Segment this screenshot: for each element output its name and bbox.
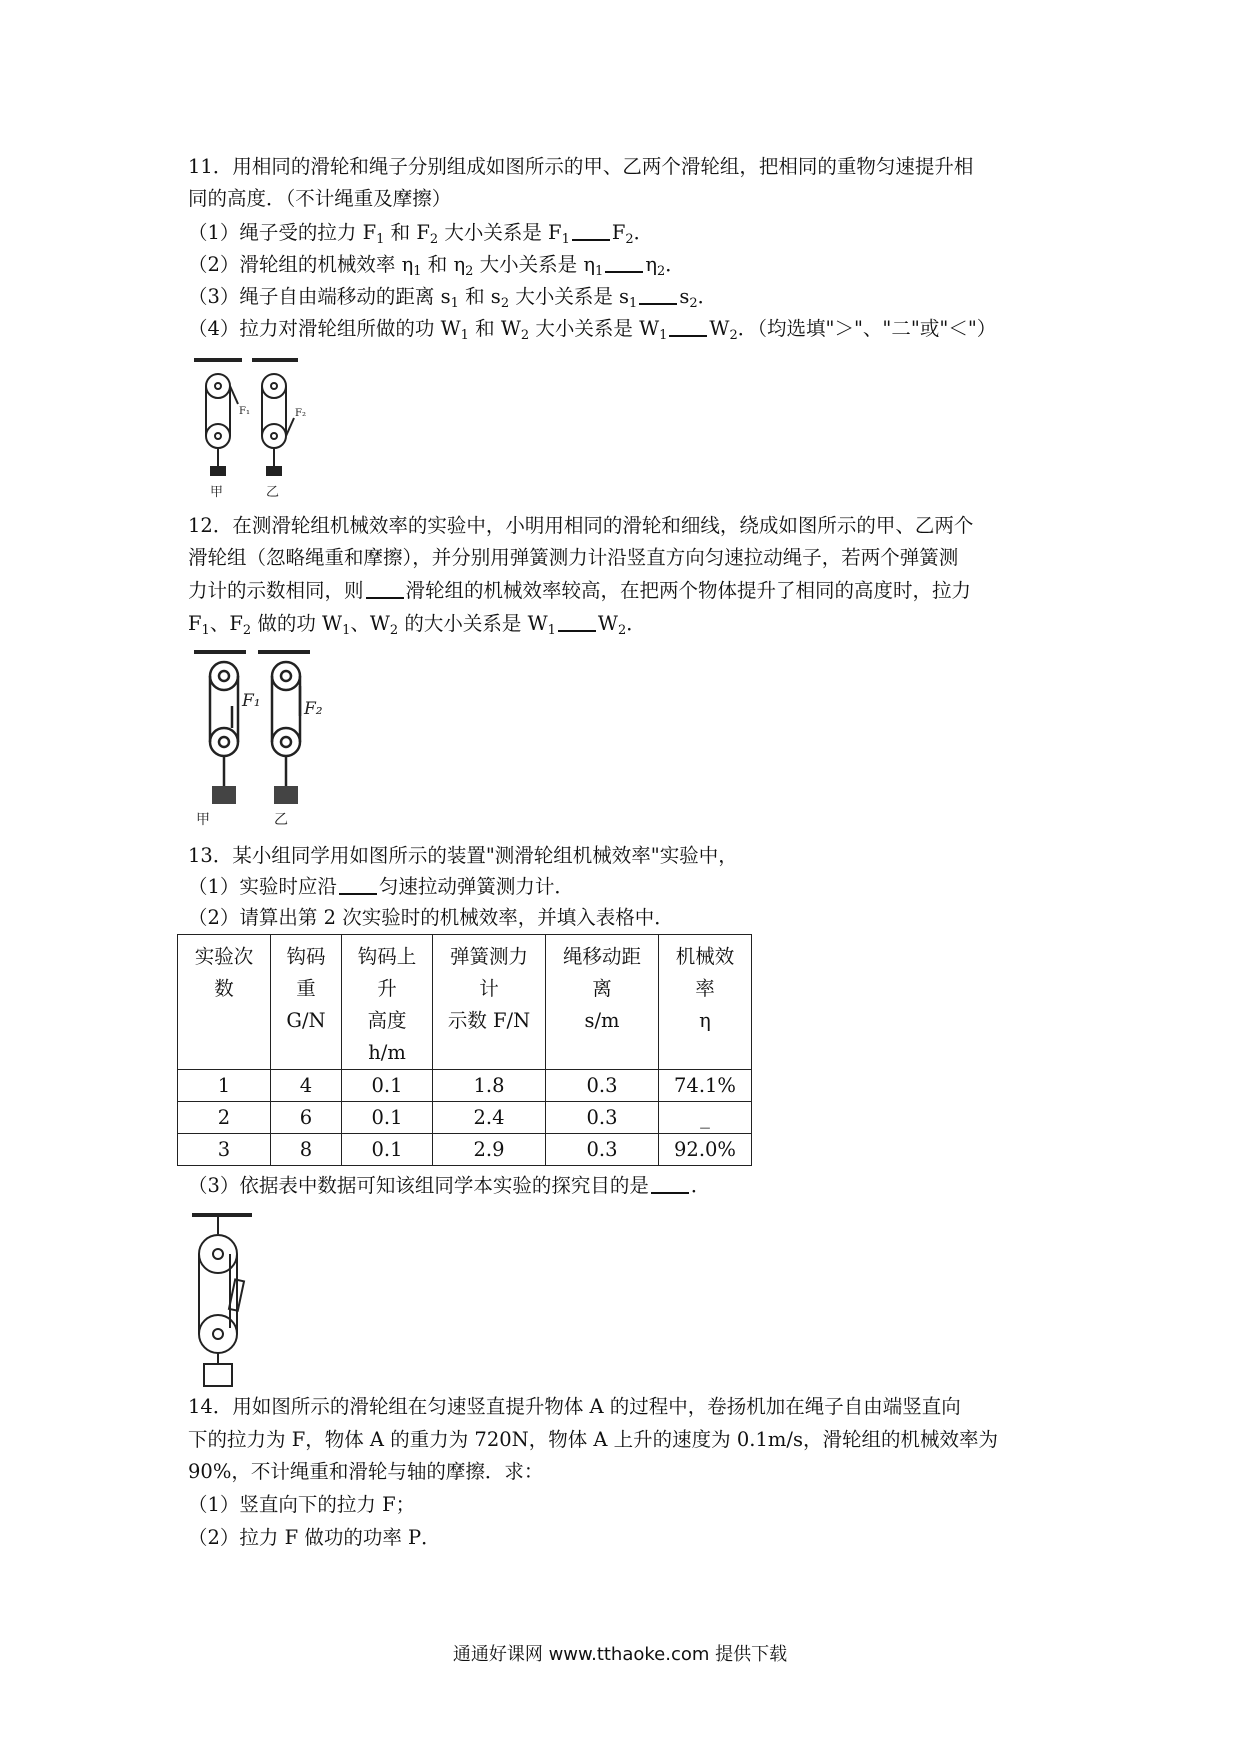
table-cell: 74.1%: [659, 1070, 752, 1102]
table-row: [178, 1102, 752, 1134]
answer-blank[interactable]: [651, 1176, 689, 1194]
force-label: F₂: [295, 408, 306, 419]
q11-line1: 11．用相同的滑轮和绳子分别组成如图所示的甲、乙两个滑轮组，把相同的重物匀速提升相: [188, 155, 974, 178]
table-cell: 0.1: [342, 1102, 433, 1134]
efficiency-blank-cell[interactable]: _: [659, 1102, 752, 1134]
experiment-table: [177, 934, 752, 1166]
q14-part1: （1）竖直向下的拉力 F；: [188, 1493, 416, 1516]
q12-line1: 12．在测滑轮组机械效率的实验中，小明用相同的滑轮和细线，绕成如图所示的甲、乙两个: [188, 514, 974, 537]
table-row: [178, 1134, 752, 1166]
q11-part2: （2）滑轮组的机械效率 $\eta_1$ 和 $\eta_2$ 大小关系是 $\eta_1$ $\eta_2$．: [188, 253, 685, 279]
q13-pulley-figure: [190, 1210, 270, 1390]
table-cell: 0.1: [342, 1134, 433, 1166]
force-label: F₂: [304, 699, 323, 719]
answer-blank[interactable]: [605, 255, 643, 273]
table-cell: 2.9: [433, 1134, 546, 1166]
q11-part1: （1）绳子受的拉力 $F_1$ 和 $F_2$ 大小关系是 $F_1$ $F_2$．: [188, 221, 654, 247]
q11-part3: （3）绳子自由端移动的距离 $s_1$ 和 $s_2$ 大小关系是 $s_1$ $s_2$．: [188, 285, 718, 311]
table-cell: 0.3: [546, 1134, 659, 1166]
table-row: [178, 1070, 752, 1102]
answer-blank[interactable]: [366, 581, 404, 599]
q14-line3: 90%，不计绳重和滑轮与轴的摩擦．求：: [188, 1460, 544, 1483]
q14-line2: 下的拉力为 F，物体 A 的重力为 720N，物体 A 上升的速度为 0.1m/s，滑轮组的机械效率为: [188, 1428, 998, 1451]
table-cell: 0.3: [546, 1102, 659, 1134]
table-cell: 4: [271, 1070, 342, 1102]
force-label: F₁: [239, 406, 250, 417]
table-cell: 2: [178, 1102, 271, 1134]
q12-line4: $F_1$、$F_2$ 做的功 $W_1$、$W_2$ 的大小关系是 $W_1$ $W_2$．: [188, 612, 646, 638]
header-efficiency: 机械效 率 η: [659, 935, 752, 1070]
q13-part1: （1）实验时应沿 匀速拉动弹簧测力计．: [188, 875, 574, 898]
q14-part2: （2）拉力 F 做功的功率 P．: [188, 1526, 441, 1549]
header-force: 弹簧测力 计 示数 F/N: [433, 935, 546, 1070]
force-label: F₁: [242, 691, 261, 711]
header-height: 钩码上 升 高度 h/m: [342, 935, 433, 1070]
table-header-row: [178, 935, 752, 1070]
header-distance: 绳移动距 离 s/m: [546, 935, 659, 1070]
answer-blank[interactable]: [558, 614, 596, 632]
table-cell: 1: [178, 1070, 271, 1102]
figure-label: 甲: [196, 812, 210, 828]
q13-part3: （3）依据表中数据可知该组同学本实验的探究目的是 ．: [188, 1174, 711, 1197]
answer-blank[interactable]: [339, 877, 377, 895]
table-cell: 6: [271, 1102, 342, 1134]
q11-pulley-figure: [186, 354, 316, 502]
q12-pulley-figure: [188, 646, 348, 828]
q11-part4: （4）拉力对滑轮组所做的功 $W_1$ 和 $W_2$ 大小关系是 $W_1$ $W_2$．（均选填"＞"、"二"或"＜"）: [188, 317, 997, 343]
table-cell: 0.3: [546, 1070, 659, 1102]
footer-source: 通通好课网 www.tthaoke.com 提供下载: [452, 1644, 788, 1665]
q12-line2: 滑轮组（忽略绳重和摩擦），并分别用弹簧测力计沿竖直方向匀速拉动绳子，若两个弹簧测: [188, 546, 959, 569]
q14-line1: 14．用如图所示的滑轮组在匀速竖直提升物体 A 的过程中，卷扬机加在绳子自由端竖直向: [188, 1395, 961, 1418]
answer-blank[interactable]: [669, 319, 707, 337]
q13-part2: （2）请算出第 2 次实验时的机械效率，并填入表格中．: [188, 906, 674, 929]
figure-label: 乙: [266, 485, 280, 500]
figure-label: 甲: [210, 485, 224, 500]
table-cell: 1.8: [433, 1070, 546, 1102]
table-cell: 3: [178, 1134, 271, 1166]
answer-blank[interactable]: [639, 287, 677, 305]
table-cell: 92.0%: [659, 1134, 752, 1166]
q11-line2: 同的高度．（不计绳重及摩擦）: [188, 187, 452, 210]
q13-line1: 13．某小组同学用如图所示的装置"测滑轮组机械效率"实验中，: [188, 844, 738, 867]
q12-line3: 力计的示数相同，则 滑轮组的机械效率较高，在把两个物体提升了相同的高度时，拉力: [188, 579, 972, 602]
figure-label: 乙: [274, 812, 288, 828]
header-weight: 钩码 重 G/N: [271, 935, 342, 1070]
table-cell: 2.4: [433, 1102, 546, 1134]
table-cell: 0.1: [342, 1070, 433, 1102]
answer-blank[interactable]: [572, 223, 610, 241]
table-cell: 8: [271, 1134, 342, 1166]
header-trial: 实验次 数: [178, 935, 271, 1070]
